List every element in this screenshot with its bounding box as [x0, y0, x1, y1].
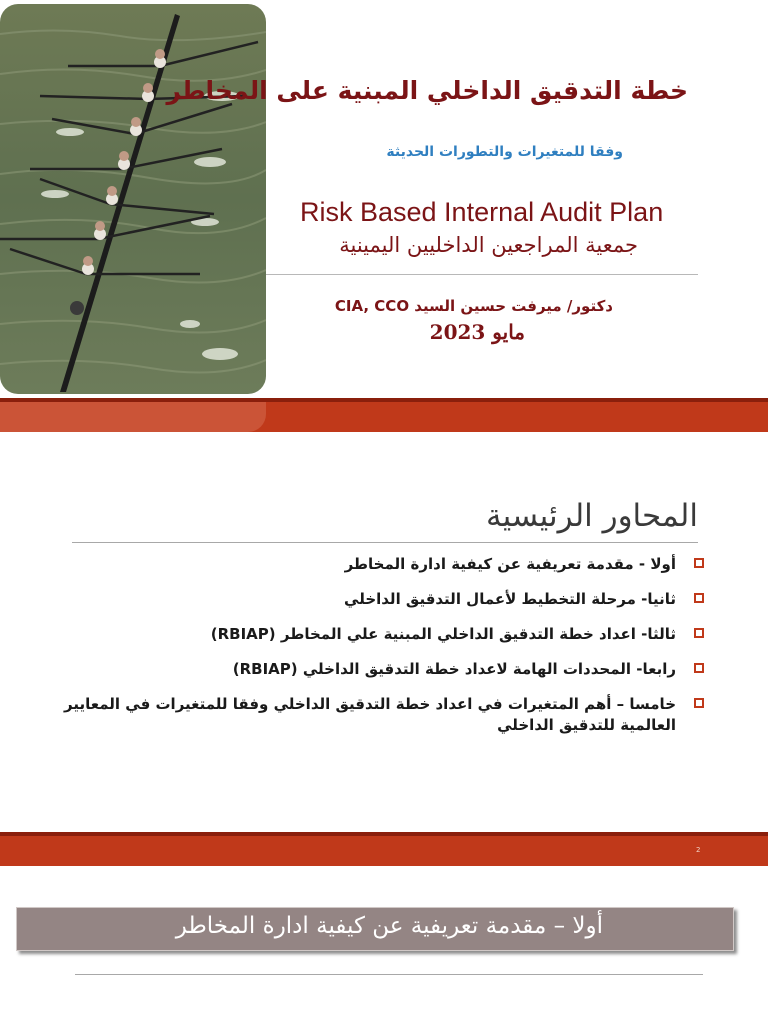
section-banner	[16, 907, 734, 951]
rowing-crew-photo	[0, 4, 266, 394]
divider	[266, 274, 698, 275]
section-title: أولا – مقدمة تعريفية عن كيفية ادارة المخاطر	[175, 913, 603, 939]
checkbox-bullet-icon	[694, 628, 704, 638]
agenda-list	[64, 554, 704, 750]
cover-title: خطة التدقيق الداخلي المبنية على المخاطر	[166, 76, 688, 105]
presentation-date: مايو 2023	[429, 320, 525, 344]
checkbox-bullet-icon	[694, 593, 704, 603]
slide-footer-band	[0, 398, 768, 432]
association-name: جمعية المراجعين الداخليين اليمينية	[339, 233, 638, 257]
divider	[72, 542, 698, 543]
divider	[75, 974, 703, 975]
checkbox-bullet-icon	[694, 663, 704, 673]
cover-title-english: Risk Based Internal Audit Plan	[300, 197, 664, 227]
list-item: ثالثا- اعداد خطة التدقيق الداخلي المبنية علي المخاطر (RBIAP)	[64, 624, 704, 645]
slide-footer-band	[0, 832, 768, 866]
cover-subtitle: وفقا للمتغيرات والتطورات الحديثة	[386, 144, 623, 160]
list-item: رابعا- المحددات الهامة لاعداد خطة التدقيق الداخلي (RBIAP)	[64, 659, 704, 680]
page-number: 2	[696, 846, 701, 854]
agenda-slide	[0, 432, 768, 832]
checkbox-bullet-icon	[694, 698, 704, 708]
agenda-heading: المحاور الرئيسية	[485, 498, 698, 534]
section-slide	[0, 866, 768, 1024]
author-name: دكتور/ ميرفت حسين السيد CIA, CCO	[334, 297, 613, 315]
cover-slide	[0, 0, 768, 432]
list-item: ثانيا- مرحلة التخطيط لأعمال التدقيق الداخلي	[64, 589, 704, 610]
checkbox-bullet-icon	[694, 558, 704, 568]
list-item: خامسا – أهم المتغيرات في اعداد خطة التدقيق الداخلي وفقا للمتغيرات في المعايير العالمية للتدقيق الداخلي	[64, 694, 704, 736]
list-item: أولا - مقدمة تعريفية عن كيفية ادارة المخاطر	[64, 554, 704, 575]
